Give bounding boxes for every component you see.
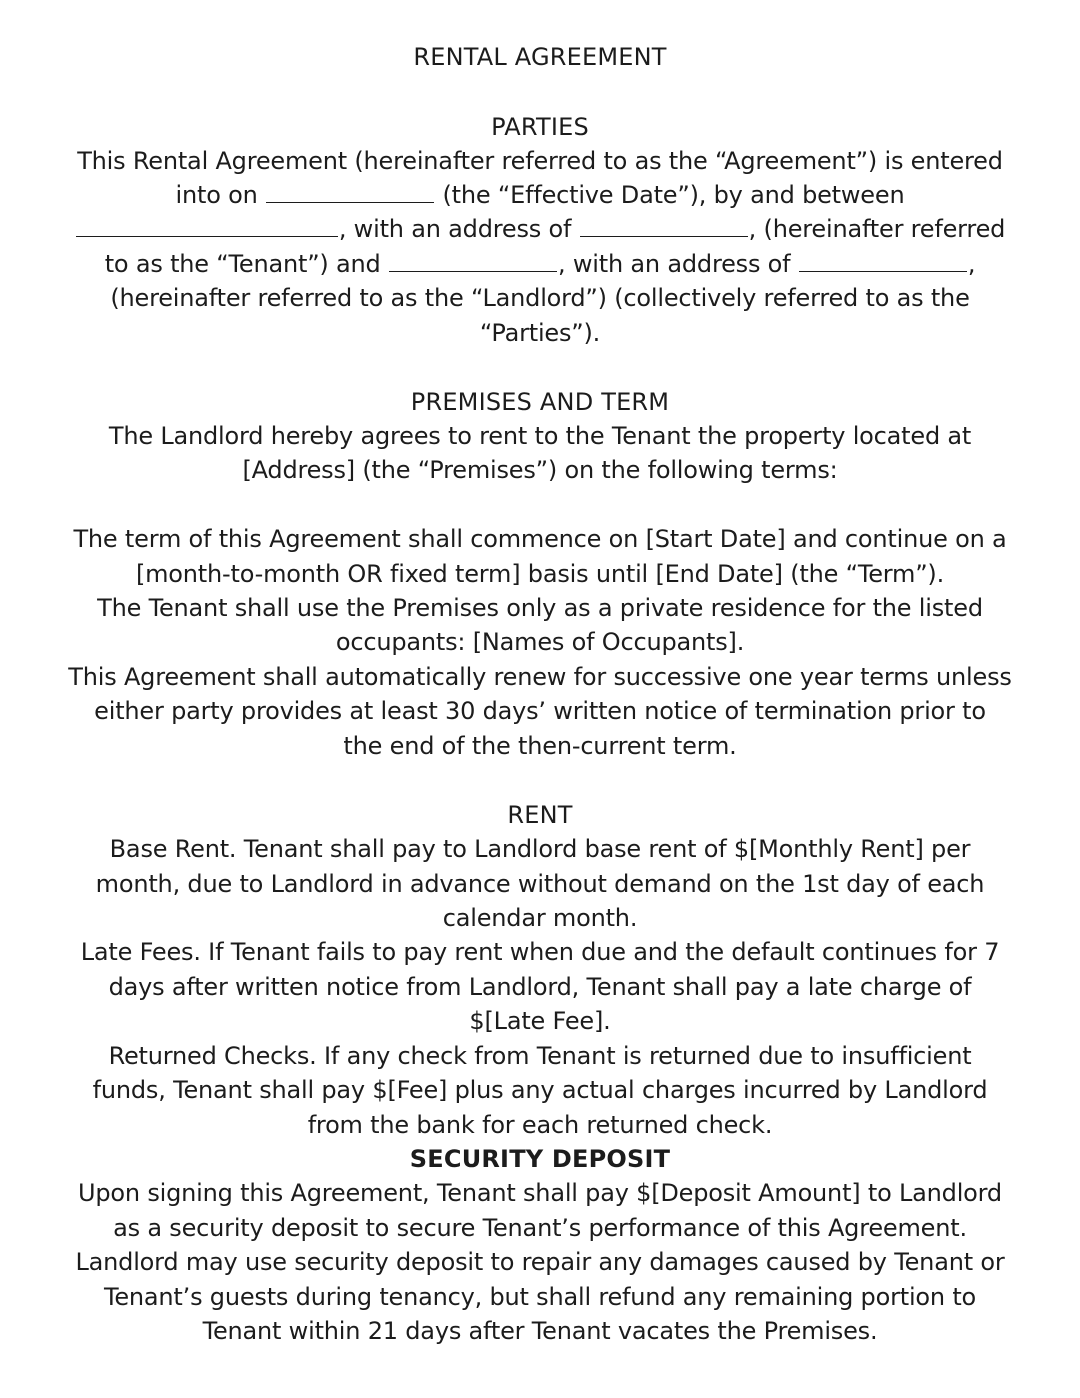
parties-line-4c: , xyxy=(967,250,976,278)
parties-line-2 xyxy=(0,178,1080,212)
parties-heading: PARTIES xyxy=(491,113,589,141)
premises-line-5: The Tenant shall use the Premises only as a private residence for the listed xyxy=(97,594,983,622)
tenant-name-blank[interactable] xyxy=(76,214,338,237)
rent-line-9: from the bank for each returned check. xyxy=(307,1111,773,1139)
rent-line-7: Returned Checks. If any check from Tenant is returned due to insufficient xyxy=(108,1042,972,1070)
landlord-address-blank[interactable] xyxy=(799,249,967,272)
parties-line-4 xyxy=(0,247,1080,281)
premises-line-6: occupants: [Names of Occupants]. xyxy=(335,628,745,656)
tenant-address-blank[interactable] xyxy=(580,214,748,237)
parties-line-6: “Parties”). xyxy=(479,319,601,347)
premises-line-2: [Address] (the “Premises”) on the following terms: xyxy=(242,456,838,484)
parties-line-3a: , with an address of xyxy=(338,215,579,243)
rent-line-8: funds, Tenant shall pay $[Fee] plus any actual charges incurred by Landlord xyxy=(92,1076,988,1104)
parties-line-4a: to as the “Tenant”) and xyxy=(104,250,389,278)
parties-line-4b: , with an address of xyxy=(558,250,798,278)
premises-line-1: The Landlord hereby agrees to rent to the Tenant the property located at xyxy=(108,422,972,450)
rent-line-1: Base Rent. Tenant shall pay to Landlord base rent of $[Monthly Rent] per xyxy=(109,835,971,863)
rent-line-6: $[Late Fee]. xyxy=(469,1007,611,1035)
premises-line-8: either party provides at least 30 days’ written notice of termination prior to xyxy=(94,697,986,725)
premises-line-9: the end of the then-current term. xyxy=(343,732,737,760)
parties-line-2b: (the “Effective Date”), by and between xyxy=(435,181,905,209)
rent-line-3: calendar month. xyxy=(442,904,638,932)
parties-line-3 xyxy=(0,212,1080,246)
rent-line-4: Late Fees. If Tenant fails to pay rent when due and the default continues for 7 xyxy=(80,938,1000,966)
deposit-line-1: Upon signing this Agreement, Tenant shall pay $[Deposit Amount] to Landlord xyxy=(78,1179,1002,1207)
deposit-line-5: Tenant within 21 days after Tenant vacates the Premises. xyxy=(202,1317,878,1345)
premises-line-7: This Agreement shall automatically renew for successive one year terms unless xyxy=(68,663,1012,691)
security-deposit-heading: SECURITY DEPOSIT xyxy=(409,1145,671,1173)
rent-line-5: days after written notice from Landlord, Tenant shall pay a late charge of xyxy=(108,973,972,1001)
parties-line-3b: , (hereinafter referred xyxy=(748,215,1006,243)
deposit-line-2: as a security deposit to secure Tenant’s performance of this Agreement. xyxy=(113,1214,967,1242)
parties-line-2a: into on xyxy=(175,181,266,209)
document-title: RENTAL AGREEMENT xyxy=(413,43,667,71)
parties-line-5: (hereinafter referred to as the “Landlord”) (collectively referred to as the xyxy=(110,284,970,312)
premises-line-3: The term of this Agreement shall commence on [Start Date] and continue on a xyxy=(73,525,1007,553)
rent-line-2: month, due to Landlord in advance without demand on the 1st day of each xyxy=(95,870,985,898)
effective-date-blank[interactable] xyxy=(266,180,434,203)
landlord-name-blank[interactable] xyxy=(389,249,557,272)
deposit-line-4: Tenant’s guests during tenancy, but shall refund any remaining portion to xyxy=(103,1283,977,1311)
parties-line-1: This Rental Agreement (hereinafter referred to as the “Agreement”) is entered xyxy=(77,147,1003,175)
deposit-line-3: Landlord may use security deposit to repair any damages caused by Tenant or xyxy=(75,1248,1005,1276)
premises-line-4: [month-to-month OR fixed term] basis until [End Date] (the “Term”). xyxy=(135,560,945,588)
premises-heading: PREMISES AND TERM xyxy=(410,388,670,416)
rent-heading: RENT xyxy=(507,801,573,829)
